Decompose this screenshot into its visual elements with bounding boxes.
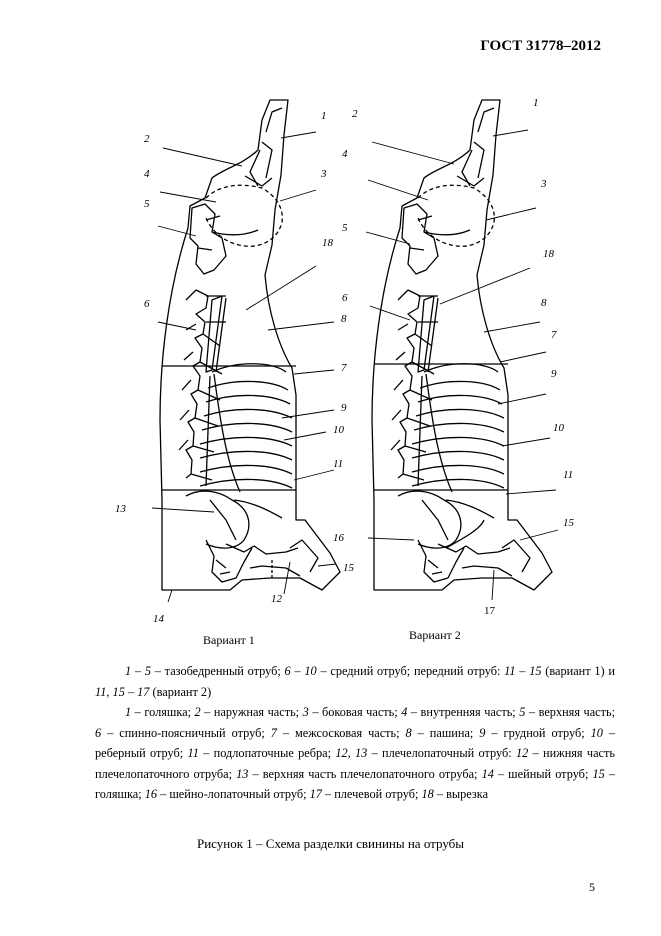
legend-text: – голяшка;: [131, 705, 195, 719]
legend-text: ,: [106, 684, 113, 699]
legend-number: 13: [355, 746, 368, 760]
v2-label-7: 7: [551, 329, 557, 341]
figure-legend: [95, 661, 615, 805]
v2-label-8: 8: [541, 297, 547, 309]
legend-text: – шейно-лопаточный отруб;: [157, 787, 310, 801]
legend-text: – вырезка: [433, 787, 489, 801]
legend-number: 15: [592, 766, 605, 781]
legend-number: 1: [125, 705, 132, 719]
v2-label-9: 9: [551, 368, 557, 380]
legend-number: 15 – 17: [112, 684, 150, 699]
legend-number: 9: [479, 725, 486, 740]
legend-number: 6: [95, 725, 102, 740]
legend-text: – реберный отруб;: [95, 725, 616, 760]
legend-paragraph-parts: [95, 702, 615, 805]
page-number: 5: [589, 880, 595, 894]
legend-text: – шейный отруб;: [493, 766, 593, 781]
v2-label-11: 11: [563, 469, 574, 481]
v2-label-6: 6: [342, 292, 348, 304]
legend-text: – боковая часть;: [308, 705, 402, 719]
legend-text: – грудной отруб;: [485, 725, 591, 740]
variant1-carcass: [160, 100, 340, 590]
legend-text: – голяшка;: [95, 766, 615, 801]
v1-label-11: 11: [333, 458, 344, 470]
legend-text: – тазобедренный отруб;: [150, 664, 285, 678]
variant2-carcass: [372, 100, 552, 590]
v1-label-13: 13: [115, 503, 126, 515]
legend-text: – плечелопаточный отруб:: [367, 746, 516, 760]
legend-text: – межсосковая часть;: [276, 725, 406, 740]
legend-number: 18: [421, 787, 434, 801]
legend-number: 11 – 15: [504, 664, 542, 678]
legend-number: 16: [144, 787, 158, 801]
legend-number: 12: [515, 746, 529, 760]
legend-number: 12: [335, 746, 348, 760]
legend-text: – спинно-поясничный отруб;: [101, 725, 271, 740]
v1-label-10: 10: [333, 424, 344, 436]
v1-label-6: 6: [144, 298, 150, 310]
v1-label-3: 3: [321, 168, 327, 180]
legend-number: 8: [405, 725, 412, 740]
v1-label-8: 8: [341, 313, 347, 325]
legend-number: 6 – 10: [284, 664, 317, 678]
legend-text: (вариант 1) и: [541, 664, 616, 678]
legend-number: 5: [519, 705, 526, 719]
legend-text: – наружная часть;: [200, 705, 303, 719]
v2-label-10: 10: [553, 422, 564, 434]
v2-label-16: 16: [333, 532, 344, 544]
legend-number: 7: [270, 725, 277, 740]
v1-label-9: 9: [341, 402, 347, 414]
figure-title: Рисунок 1 – Схема разделки свинины на отрубы: [196, 836, 465, 851]
legend-number: 13: [236, 766, 249, 781]
legend-number: 1 – 5: [125, 664, 151, 678]
legend-number: 17: [309, 787, 322, 801]
v1-label-4: 4: [144, 168, 150, 180]
variant2-caption: Вариант 2: [409, 628, 461, 642]
legend-number: 11: [95, 684, 107, 699]
legend-text: ,: [347, 746, 355, 760]
v2-label-3: 3: [541, 178, 547, 190]
v2-label-17: 17: [484, 605, 495, 617]
v1-label-18: 18: [322, 237, 333, 249]
v1-label-2: 2: [144, 133, 150, 145]
legend-text: – средний отруб; передний отруб:: [316, 664, 505, 678]
v1-label-12: 12: [271, 593, 282, 605]
v2-label-1: 1: [533, 97, 539, 109]
legend-number: 11: [187, 746, 199, 760]
document-header: ГОСТ 31778–2012: [480, 38, 601, 54]
v1-label-7: 7: [341, 362, 347, 374]
legend-number: 10: [590, 725, 603, 740]
legend-text: – нижняя часть плечелопаточного отруба;: [95, 746, 615, 781]
v2-label-2: 2: [352, 108, 358, 120]
v2-label-15: 15: [563, 517, 574, 529]
variant1-caption: Вариант 1: [203, 633, 255, 647]
legend-number: 3: [302, 705, 309, 719]
legend-number: 14: [481, 766, 494, 781]
v1-label-5: 5: [144, 198, 150, 210]
legend-text: – верхняя часть;: [525, 705, 616, 719]
legend-text: – пашина;: [411, 725, 480, 740]
legend-text: – подлопаточные ребра;: [198, 746, 336, 760]
legend-number: 2: [194, 705, 201, 719]
legend-text: – верхняя часть плечелопаточного отруба;: [248, 766, 482, 781]
legend-text: – внутренняя часть;: [407, 705, 520, 719]
v1-label-15: 15: [343, 562, 354, 574]
legend-number: 4: [401, 705, 408, 719]
v1-label-14: 14: [153, 613, 164, 625]
v2-label-18: 18: [543, 248, 554, 260]
legend-text: (вариант 2): [149, 684, 212, 699]
v1-label-1: 1: [321, 110, 327, 122]
legend-paragraph-groups: [95, 661, 615, 702]
v2-label-5: 5: [342, 222, 348, 234]
v2-label-4: 4: [342, 148, 348, 160]
legend-text: – плечевой отруб;: [321, 787, 422, 801]
